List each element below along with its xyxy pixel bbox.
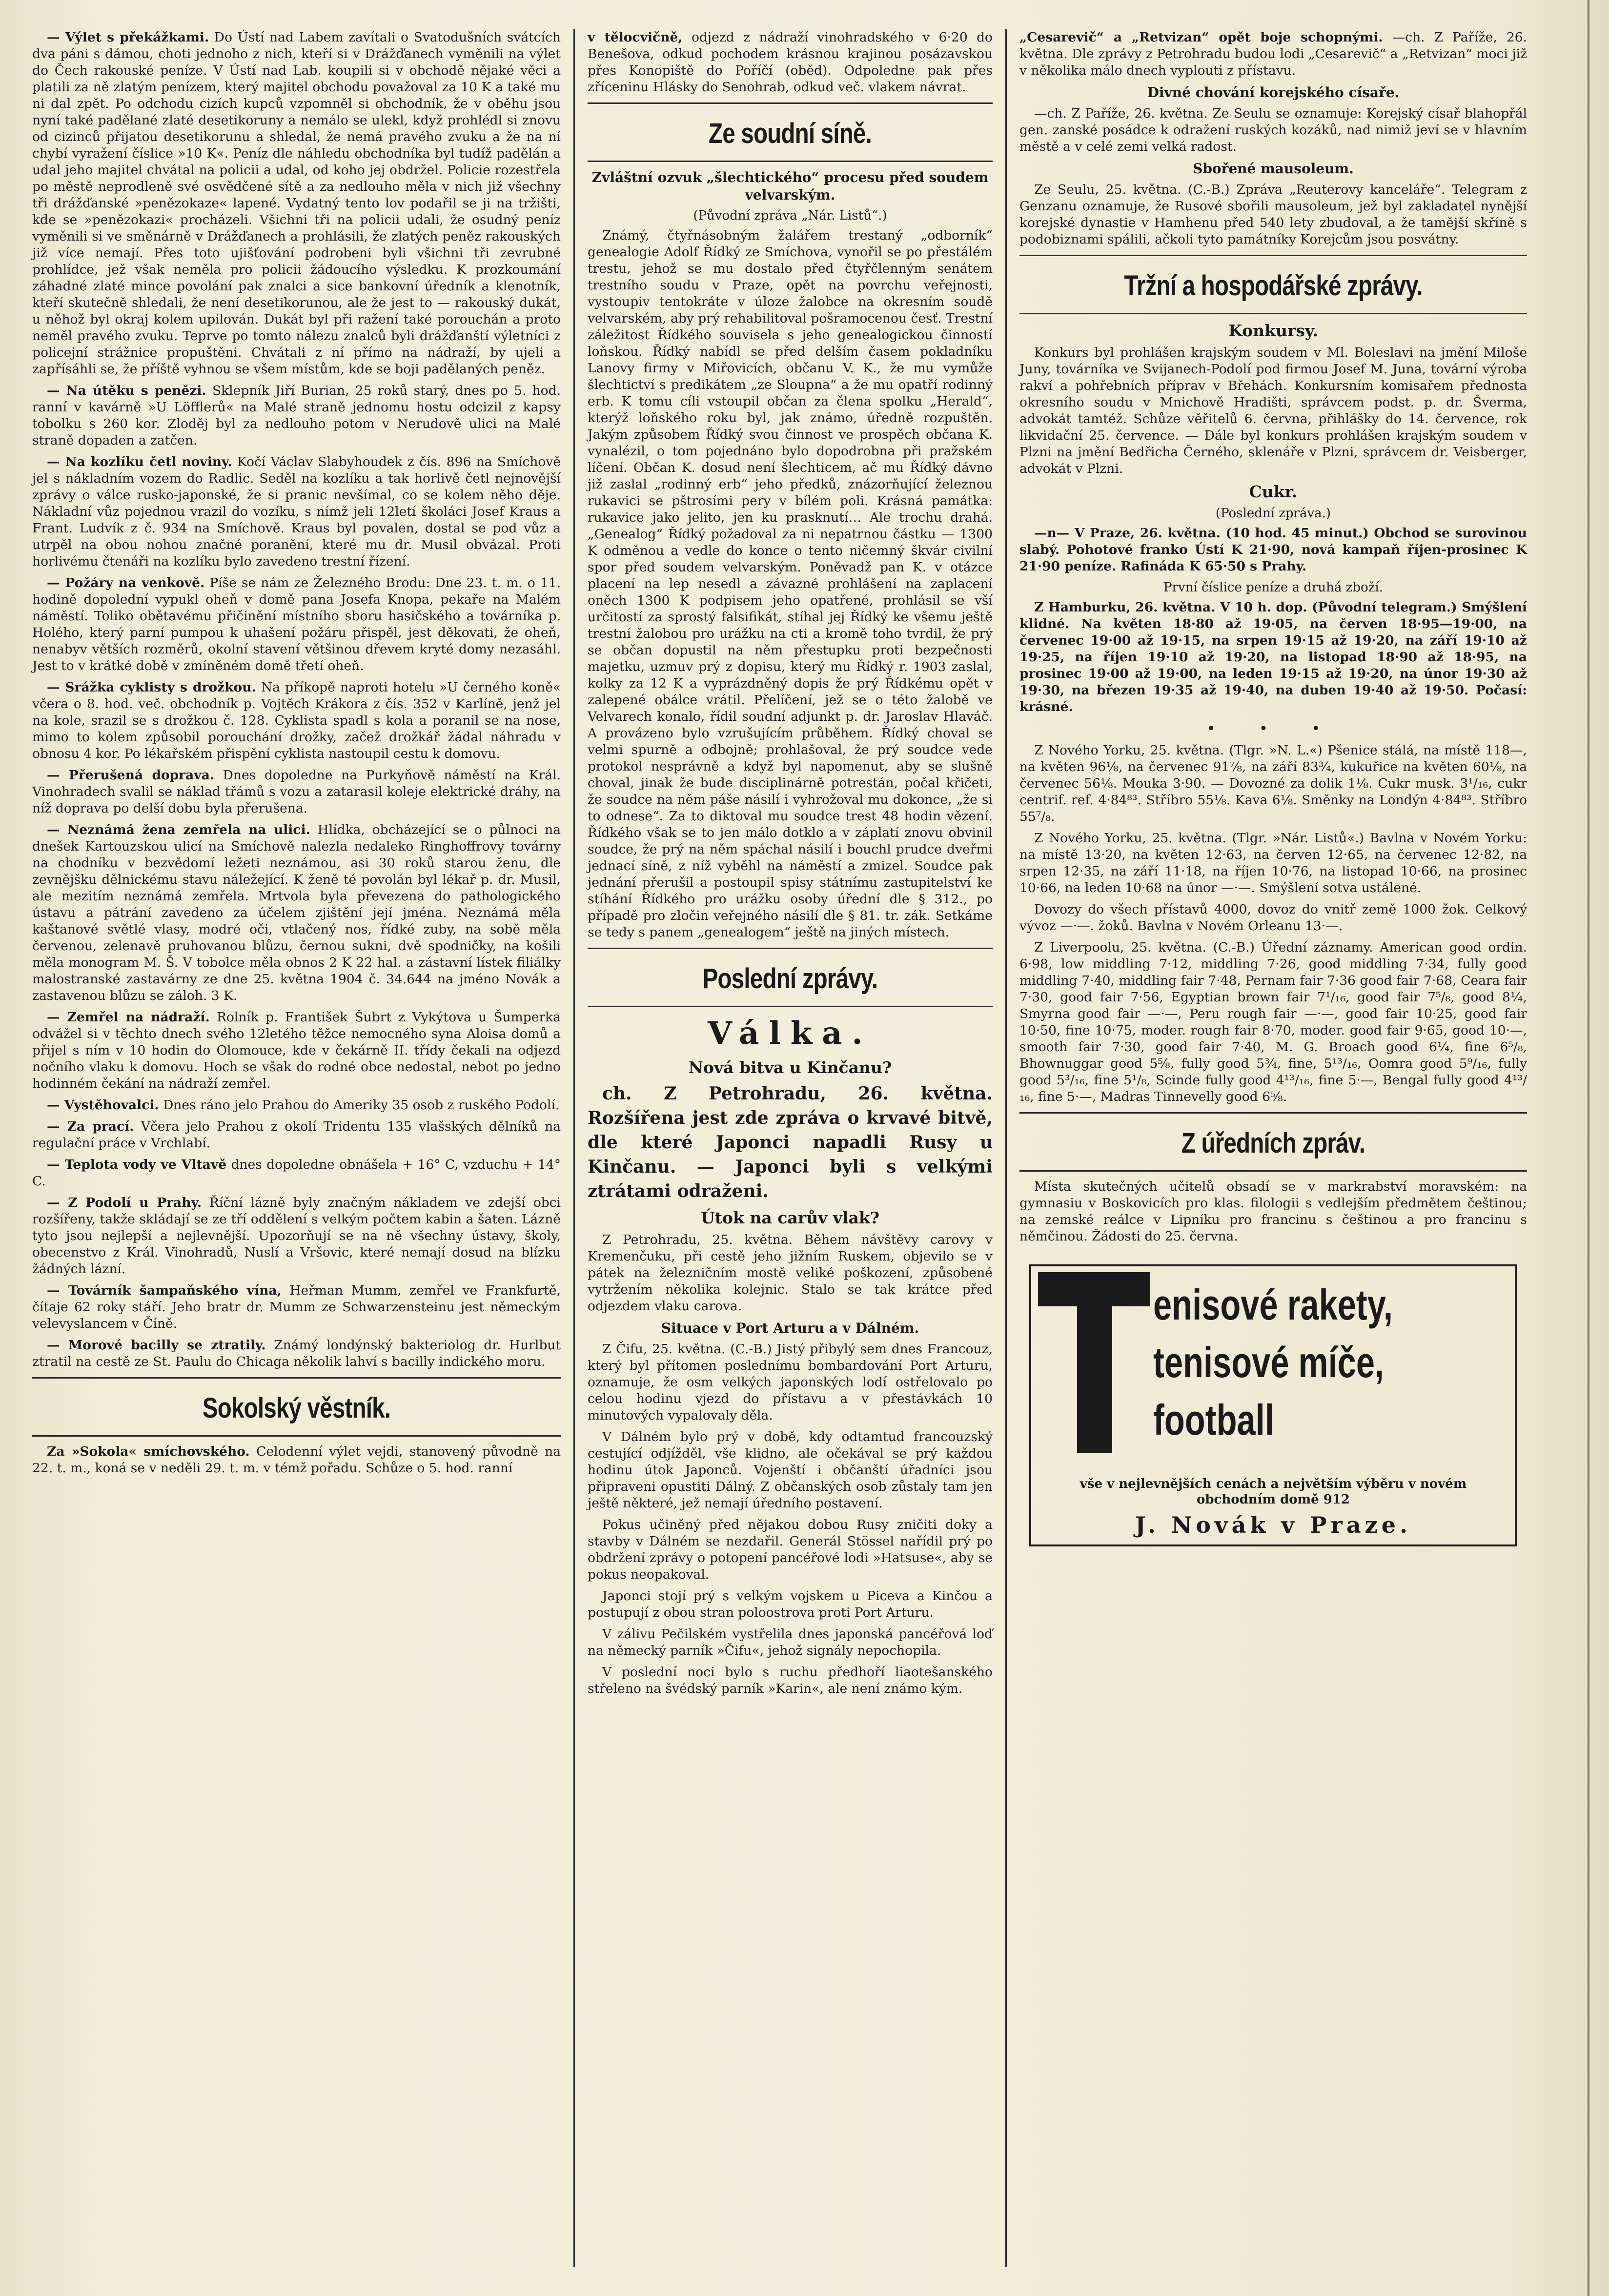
divider [588,102,993,104]
news-item-lead: — Vystěhovalci. [47,1097,159,1113]
news-item [32,1282,561,1332]
office-article: Místa skutečných učitelů obsadí se v markrabství moravském: na gymnasiu v Boskovicích pro klas. filologii s vedlejším předmětem češtinou; na zemské reálce v Lipníku pro francinu s češtinou a pro francinu s němčinou. Žádosti do 25. června. [1019,1179,1527,1244]
news-item [32,575,561,674]
continuation-lead: v tělocvičně, [588,30,683,45]
news-item-lead: — Za prací. [47,1119,134,1134]
ornament: • • • [1206,720,1340,737]
news-item [32,454,561,570]
section-title-court: Ze soudní síně. [709,118,872,149]
port-arthur-paragraph: Z Čifu, 25. května. (C.-B.) Jistý přibylý sem dnes Francouz, který byl přítomen poslednímu bombardování Port Arturu, oznamuje, že osm velkých japonských lodí ostřelovalo po celou hodinu vjezd do přístavu a v přestávkách 10 minutových vypalovaly děla. [588,1341,993,1423]
news-item-lead: — Srážka cyklisty s drožkou. [47,680,256,695]
tennis-advertisement [1029,1264,1517,1546]
news-item-lead: — Z Podolí u Prahy. [47,1195,202,1210]
commodity-reports [1019,742,1527,1105]
news-item-text: Na příkopě naproti hotelu »U černého koně« včera o 8. hod. več. obchodník p. Vojtěch Krákora z čís. 352 v Karlíně, jenž jel na kole, srazil se s drožkou č. 128. Cyklista spadl s kola a poranil se na nose, mimo to kolem způsobil porouchání drožky, začež drožkář žádal náhradu v obnosu 4 kor. Po lékařském přispění cyklista nastoupil cestu k domovu. [32,680,561,761]
ad-brand: J. Novák v Praze. [1135,1512,1412,1538]
port-arthur-articles [588,1341,993,1697]
news-item-text: Kočí Václav Slabyhoudek z čís. 896 na Smíchově jel s nákladním vozem do Radlic. Seděl na kozlíku a tak horlivě četl nejnovější zprávy o válce rusko-japonské, že si pranic nevšímal, co se kolem něho děje. Nákladní vůz pojednou vrazil do vozíku, s nímž jeli 12letí školáci Josef Kraus a Frant. Ludvík z č. 934 na Smíchově. Kraus byl povalen, dostal se pod vůz a utrpěl na obou nohou značné poranění, které mu dr. Musil obvázal. Proti horlivému čtenáři na kozlíku bylo zavedeno trestní řízení. [32,454,561,569]
port-arthur-paragraph: V Dálném bylo prý v době, kdy odtamtud francouzský cestující odjížděl, vše klidno, ale očekával se prý každou hodinu útok Japonců. Vojenští i občanští úřadníci jsou připraveni opustiti Dálný. Z občanských osob zůstaly tam jen ještě některé, jež nemají úředního postavení. [588,1429,993,1511]
news-item-text: Včera jelo Prahou z okolí Tridentu 135 vlašských dělníků na regulační práce v Vrchlabí. [32,1119,561,1151]
section-title-sokol: Sokolský věstník. [202,1392,391,1424]
emperor-article: —ch. Z Paříže, 26. května. Ze Seulu se oznamuje: Korejský císař blahopřál gen. zanské posádce k odražení ruských kozáků, nad nimiž jeví se v hlavním městě a v celé zemi velká radost. [1019,106,1527,154]
column-right [1005,29,1540,2267]
news-item [32,767,561,817]
port-arthur-paragraph: Japonci stojí prý s velkým vojskem u Picevа a Kinčou a postupují z obou stran poloostrova proti Port Arturu. [588,1588,993,1620]
section-title-market: Tržní a hospodářské zprávy. [1124,270,1423,302]
battle-headline: Nová bitva u Kinčanu? [688,1058,892,1077]
port-arthur-paragraph: V zálivu Pečilském vystřelila dnes japonská pancéřová loď na německý parník »Čifu«, jehož signály nepochopila. [588,1626,993,1658]
ad-line-football: football [1153,1396,1274,1444]
divider [588,1006,993,1007]
divider [1019,255,1527,256]
news-item [32,29,561,378]
news-item [32,822,561,1004]
news-item-text: Sklepník Jiří Burian, 25 roků starý, dnes po 5. hod. ranní v kavárně »U Löfflerů« na Malé straně jednomu hostu odcizil z kapsy tobolku s 260 kor. Zloděj byl za nedlouho potom v Nerudově ulici na Malé straně dopaden a zatčen. [32,383,561,448]
news-item-text: Do Ústí nad Labem zavítali o Svatodušních svátcích dva páni s dámou, choti jednoho z nich, kteří si v Drážďanech vyměnili na výlet do Čech rakouské peníze. V Ústí nad Lab. koupili si v obchodě nějaké věci a platili za ně zlatým penízem, který majitel obchodu považoval za 10 K a také mu ni dal zpět. Po odchodu cizích kupců vzpomněl si obchodník, že v oběhu jsou nyní také padělané zlaté desetikoruny a nemálo se ulekl, když prohlédl si znovu od cizinců přijatou desetikorunu a shledal, že nemá pravého zvuku a že na ní chybí vyražení číslice »10 K«. Peníz dle náhledu obchodníka byl tudíž padělán a udal jeho majitel chvátal na policii a udal, od koho jej obdržel. Policie rozestřela po městě neprodleně své osvědčené sítě a za nedlouho měla v nich již všechny tři drážďanské »penězokaze« lapené. Vydatný tento lov podařil se ji na tržišti, kde se »penězokazi« procházeli. Všichni tři na policii udali, že osudný peníz vyměnili si ve směnárně v Drážďanech a prohlásili, že zlatých peněz rakouských již více nemají. Přes toto ujišťování podrobeni byli všichni tři zevrubné prohlídce, jež však neměla pro policii žádoucího výsledku. K prozkoumání záhadné zlaté mince povolání pak znalci a sice bankovní úředník a klenotník, kteří skutečně shledali, že není desetikorunou, ale že jest to — rakouský dukát, u něhož byl okraj kolem upilován. Dukát byl při ražení také porouchán a proto neměl pravého zvuku. Teprve po tomto nálezu znalců byli drážďanští výletníci z policejní strážnice propuštěni. Chvátali z ní přímo na nádraží, by ujeli a zapřísáhli se, že příště vyhnou se všem místům, kde se boji padělaných peněz. [32,30,561,377]
train-headline: Útok na carův vlak? [700,1208,880,1227]
battle-article: ch. Z Petrohradu, 26. května. Rozšířena jest zde zpráva o krvavé bitvě, dle které Japonci napadli Rusy u Kinčanu. — Japonci byli s velkými ztrátami odraženi. [588,1083,993,1201]
port-arthur-paragraph: Pokus učiněný před nějakou dobou Rusy zničiti doky a stavby v Dálném se nezdařil. Generál Stössel nařídil prý po obdržení zprávy o potopení pancéřové lodi »Hatsuse«, aby se pokus neopakoval. [588,1517,993,1582]
news-item-lead: — Továrník šampaňského vína, [47,1283,282,1298]
news-item-text: dnes dopoledne obnášela + 16° C, vzduchu + 14° C. [32,1157,561,1189]
section-title-latest: Poslední zprávy. [702,963,878,995]
divider [588,161,993,162]
news-item-lead: — Na kozlíku četl noviny. [47,454,232,469]
news-item-lead: — Výlet s překážkami. [47,30,209,45]
news-item-text: Píše se nám ze Železného Brodu: Dne 23. t. m. o 11. hodině dopolední vypukl oheň v domě pana Josefa Knopa, pekaře na Malém náměstí. Toliko obětavému přičinění místního sboru hasičského a továrníka p. Holého, který parní pumpou k uhašení požáru přispěl, jest děkovati, že oheň, nenabyv větších rozměrů, okolní stavení většinou dřevem kryté domy nezasáhl. Jest to v krátké době v zmíněném domě třetí oheň. [32,575,561,673]
commodity-paragraph: Dovozy do všech přístavů 4000, dovoz do vnitř země 1000 žok. Celkový vývoz —·—. žoků. Bavlna v Novém Orleanu 13·—. [1019,902,1527,934]
ad-line-balls: tenisové míče, [1153,1338,1385,1386]
news-item-lead: — Na útěku s penězi. [47,383,206,398]
commodity-paragraph: Z Liverpoolu, 25. května. (C.-B.) Úřední záznamy. American good ordin. 6·98, low middling 7·12, middling 7·26, good middling 7·34, fully good middling 7·40, middling fair 7·48, Pernam fair 7·36 good fair 7·68, Ceara fair 7·30, good fair 7·56, Egyptian brown fair 7¹/₁₆, good fair 7⁵/₈, good 8¼, Smyrna good fair —·—, Peru rough fair —·—, good fair 10·25, good fair 10·50, fine 10·75, moder. rough fair 8·70, moder. good fair 9·65, good 10·—, smooth fair 7·30, good fair 7·40, M. G. Broach good 6¼, fine 6⁵/₈, Bhownuggar good 5⅝, fully good 5¾, fine, 5¹³/₁₆, Oomra good 5⁹/₁₆, fully good 5³/₁₆, fine 5¹/₈, Scinde fully good 4¹³/₁₆, fine 5·—, Bengal fully good 4¹³/₁₆, fine 5·—, Madras Tinnevelly good 6⅝. [1019,940,1527,1104]
page-edge-rule [1588,0,1589,2296]
news-item [32,1097,561,1114]
emperor-headline: Divné chování korejského císaře. [1147,84,1400,101]
news-item-text: Dnes ráno jelo Prahou do Ameriky 35 osob z ruského Podolí. [159,1097,560,1113]
divider [1019,1112,1527,1114]
divider [32,1377,561,1379]
news-item [32,1009,561,1092]
ships-lead: „Cesarevič“ a „Retvizan“ opět boje schopnými. [1019,30,1383,45]
commodity-paragraph: Z Nového Yorku, 25. května. (Tlgr. »Nár. Listů«.) Bavlna v Novém Yorku: na místě 13·20, na květen 12·63, na červen 12·65, na červenec 12·82, na srpen 12·35, na září 11·18, na říjen 10·76, na listopad 10·66, na prosinec 10·66, na leden 10·68 na únor —·—. Smýšlení sotva ustálené. [1019,831,1527,895]
news-item [32,1157,561,1190]
news-item [32,1195,561,1278]
court-article: Známý, čtyřnásobným žalářem trestaný „odborník“ genealogie Adolf Řídký ze Smíchova, vynořil se po přestálém trestu, jehož se mu dostalo před čtyřčlenným senátem trestního soudu v Praze, opět na povrchu veřejnosti, vystoupiv tentokráte v úloze žalobce na okresním soudě velvarském, aby prý rehabilitoval pošramocenou česť. Trestní záležitost Řídkého souvisela s jeho genealogickou činností loňskou. Řídký nabídl se před delším časem pokladníku Lanovy firmy v Miřovicích, občanu V. K., že mu vymůže šlechtictví s predikátem „ze Sloupna“ a že mu opatří rodinný erb. K tomu cíli vstoupil občan za člena spolku „Herald“, kterýž loňského roku byl, jak známo, úředně rozpuštěn. Jakým způsobem Řídký svou činnost ve prospěch občana K. vynalézil, o tom pojednáno bylo dopodrobna při pražském líčení. Občan K. dosud není šlechticem, ač mu Řídký dávno již zaslal „rodinný erb“ jeho předků, znázorňující železnou rukavici se pštrosími pery v bílém poli. Krásná památka: rukavice jako jelito, jen ku prasknutí… Ale trochu drahá. „Genealog“ Řídký požadoval za ni nepatrnou částku — 1300 K odměnou a vedle do konce o tento ničemný škvár civilní spor před soudem velvarským. Poněvadž pan K. v otázce placení na lep nesedl a závazné prohlášení na zaplacení oněch 1300 K podpisem jeho opatřené, prohlásil se vší určitostí za sprostý falsifikát, stíhal jej Řídký ke všemu ještě trestní žalobou pro urážku na cti a kromě toho tvrdil, že prý se občan dopustil na něm přestupku proti bezpečnosti majetku, uzmuv prý z dopisu, který mu Řídký r. 1903 zaslal, kolky za 12 K a vyprázdněný dopis že prý Řídkému opět v zalepené obálce vrátil. Přelíčení, jež se o této žalobě ve Velvarech konalo, řídil soudní adjunkt p. dr. Jaroslav Hlaváč. A provázeno bylo vzrušujícím průběhem. Řídký choval se velmi spurně a odbojně; prohlašoval, že prý soudce vede protokol nesprávně a když byl napomenut, aby se slušně choval, jinak že bude disciplinárně potrestán, počal křičeti, že soudce na něm páše násilí i vyhrožoval mu dokonce, „že si to odnese“. Za to diktoval mu soudce trest 48 hodin vězení. Řídkého však se to jen málo dotklo a v záplatí znovu obvinil soudce, že prý na něm spáchal násilí i bouchl prudce dveřmi jednací síně, z níž vyběhl na náměstí a zmizel. Soudce pak jednání přerušil a postoupil spisy státnímu zastupitelství ke stíhání Řídkého pro urážku osoby úřední dle § 312., po případě pro zločin veřejného násilí dle § 81. tr. zák. Setkáme se tedy s panem „genealogem“ ještě na jiných místech. [588,228,993,940]
ad-description: vše v nejlevnějších cenách a největším výběru v novém obchodním domě 912 [1079,1477,1467,1507]
sugar-headline: Cukr. [1249,482,1298,501]
news-item-lead: — Morové bacilly se ztratily. [47,1338,266,1353]
sugar-legend: První číslice peníze a druhá zboží. [1163,580,1383,595]
ad-initial-text: T [1093,1392,1095,1395]
news-item-text: Hlídka, obcházející se o půlnoci na dnešek Kartouzskou ulicí na Smíchově nalezla nedaleko Ringhoffrovy továrny na chodníku v bezvědomí ležeti neznámou, asi 30 roků starou ženu, dle zevnějšku dělnickému stavu náležející. K ženě té povolán byl lékař p. dr. Musil, ale mezitím neznámá zemřela. Mrtvola byla převezena do pathologického ústavu a pátrání zavedeno za účelem zjištění její jména. Neznámá měla kaštanové světlé vlasy, modré oči, vtlačený nos, řídké zuby, na sobě měla červenou, zelenavě pruhovanou blůzu, černou sukni, dvě spodničky, na košili měla monogram M. Š. V tobolce měla obnos 2 K 22 hal. a zástavní lístek filiálky malostranské zastavárny ze dne 25. května 1904 č. 34.644 na jméno Novák a zastavenou blůzu se záloh. 3 K. [32,822,561,1003]
news-item-lead: — Neznámá žena zemřela na ulici. [47,822,310,837]
sokol-continuation [588,29,993,96]
court-source-note: (Původní zpráva „Nár. Listů“.) [693,208,887,223]
court-headline: Zvláštní ozvuk „šlechtického“ procesu před soudem velvarským. [591,169,989,203]
news-item-lead: — Přerušená doprava. [47,768,215,783]
bankruptcy-article: Konkurs byl prohlášen krajským soudem v Ml. Boleslavi na jmění Miloše Juny, továrníka ve Svijanech-Podolí pod firmou Josef M. Juna, tovární výroba rakví a pohřebních příprav v Břehách. Konkursním komisařem přednosta okresního soudu v Mnichově Hradišti, správcem podst. p. dr. Šverma, advokát tamtéž. Schůze věřitelů 6. června, přihlášky do 14. července, rok likvidační 25. července. — Dále byl konkurs prohlášen krajským soudem v Plzni na jmění Bedřicha Černého, sklenáře v Plzni, správcem dr. Veisberger, advokát v Plzni. [1019,345,1527,476]
ad-line-rackets: enisové rakety, [1153,1280,1393,1329]
sugar-prague-article: —n— V Praze, 26. května. (10 hod. 45 minut.) Obchod se surovinou slabý. Pohotové franko Ústí K 21·90, nová kampaň říjen-prosinec K 21·90 peníze. Rafináda K 65·50 s Prahy. [1019,526,1527,574]
divider [1019,313,1527,314]
news-item [32,1118,561,1152]
news-item-lead: — Zemřel na nádraží. [47,1010,210,1025]
local-news-list [32,29,561,1370]
sokol-text: Celodenní výlet vejdi, stanovený původně na 22. t. m., koná se v neděli 29. t. m. v témž pořadu. Schůze o 5. hod. ranní [32,1444,561,1476]
mausoleum-headline: Sbořené mausoleum. [1193,161,1354,177]
news-item [32,383,561,449]
commodity-paragraph: Z Nového Yorku, 25. května. (Tlgr. »N. L.«) Pšenice stálá, na místě 118—, na květen 96⅛, na červenec 91⅞, na září 83¾, kukuřice na květen 60⅛, na červenec 56⅛. Mouka 3·90. — Dovozné za dolik 1⅛. Cukr musk. 3¹/₁₆, cukr centrif. ref. 4·84⁸³. Stříbro 55⅛. Kava 6⅛. Směnky na Londýn 4·84⁸³. Stříbro 55⁷/₈. [1019,743,1527,824]
news-item-text: Rolník p. František Šubrt z Vykýtova u Šumperka odvážel si v těchto dnech svého 12letého těžce nemocného syna Aloisa domů a přijel s ním v 10 hodin do Olomouce, kde v čekárně II. třídy čekali na odjezd nočního vlaku k domovu. Hoch se však do rodné obce nedostal, nebot po jedno hodinném čekání na nádraží zemřel. [32,1010,561,1091]
news-item [32,679,561,762]
ad-initial-letter [1038,1272,1150,1458]
continuation-text: odjezd z nádraží vinohradského v 6·20 do Benešova, odkud pochodem krásnou krajinou posázavskou přes Konopiště do Poříčí (oběd). Odpoledne pak přes zříceninu Hlásky do Senohrab, odkud več. vlakem návrat. [588,30,993,95]
mausoleum-article: Ze Seulu, 25. května. (C.-B.) Zpráva „Reuterovy kanceláře“. Telegram z Genzanu oznamuje, že Rusové sbořili mausoleum, jež byl zakladatel nynější korejské dynastie v Hamhenu před 540 lety zbudoval, a že tamější skříně s podobiznami spálili, ačkoli tyto památníky Korejcům jsou posvátny. [1019,182,1527,247]
sugar-note: (Poslední zpráva.) [1215,506,1331,521]
sokol-lead: Za »Sokola« smíchovského. [47,1444,250,1459]
news-item-text: Heřman Mumm, zemřel ve Frankfurtě, čítaje 62 roky stáří. Jeho bratr dr. Mumm ze Schwarzensteinu jest německým velevyslancem v Číně. [32,1283,561,1331]
news-item-text: Dnes dopoledne na Purkyňově náměstí na Král. Vinohradech svalil se náklad třámů s vozu a zatarasil koleje elektrické dráhy, na níž doprava po delší dobu byla přerušena. [32,768,561,816]
news-item-lead: — Požáry na venkově. [47,575,205,590]
port-arthur-headline: Situace v Port Arturu a v Dálném. [661,1320,919,1336]
divider [1019,1170,1527,1172]
column-left [20,29,573,2267]
ad-headline [1153,1276,1510,1449]
ships-article [1019,29,1527,79]
news-item [32,1337,561,1370]
sokol-article [32,1443,561,1477]
war-heading: Válka. [708,1015,873,1052]
news-item-text: Říční lázně byly značným nákladem ve zdejší obci rozšířeny, takže skládají se ze tří oddělení s velkým počtem kabin a šaten. Lázně tyto jsou nejlepší a nejlevnější. Upozorňují se na ně všechny ústavy, školy, obecenstvo z Král. Vinohradů, Nuslí a Vršovic, které nemají dosud na blízku žádných lázní. [32,1195,561,1277]
divider [588,948,993,949]
news-item-lead: — Teplota vody ve Vltavě [47,1157,227,1172]
news-item-text: Známý londýnský bakteriolog dr. Hurlbut ztratil na cestě ze St. Paulu do Chicaga několik lahví s bacilly indického moru. [32,1338,561,1369]
sugar-hamburg-article: Z Hamburku, 26. května. V 10 h. dop. (Původní telegram.) Smýšlení klidné. Na květen 18·80 až 19·05, na červen 18·95—19·00, na červenec 19·00 až 19·15, na srpen 19·15 až 19·20, na září 19·10 až 19·25, na říjen 19·10 až 19·20, na listopad 18·90 až 18·95, na prosinec 19·00 až 19·00, na leden 19·15 až 19·20, na únor 19·30 až 19·30, na březen 19·35 až 19·40, na duben 19·40 až 19·50. Počasí: krásné. [1019,600,1527,714]
train-article: Z Petrohradu, 25. května. Během návštěvy carovy v Kremenčuku, při cestě jeho jižním Ruskem, objevilo se v pátek na železničním mostě veliké poškození, způsobené vytržením několika kolejnic. Stalo se tak krátce před odjezdem vlaku carova. [588,1232,993,1314]
bankruptcy-headline: Konkursy. [1228,321,1318,340]
section-title-office: Z úředních zpráv. [1181,1127,1365,1159]
column-middle [573,29,1005,2267]
port-arthur-paragraph: V poslední noci bylo s ruchu předhoří liaotešanského střeleno na švédský parník »Karin«, ale není známo kým. [588,1665,993,1696]
ships-text: —ch. Z Paříže, 26. května. Dle zprávy z Petrohradu budou lodi „Cesarevič“ a „Retvizan“ moci již v několika málo dnech vyplouti z přístavu. [1019,30,1527,78]
divider [32,1435,561,1437]
